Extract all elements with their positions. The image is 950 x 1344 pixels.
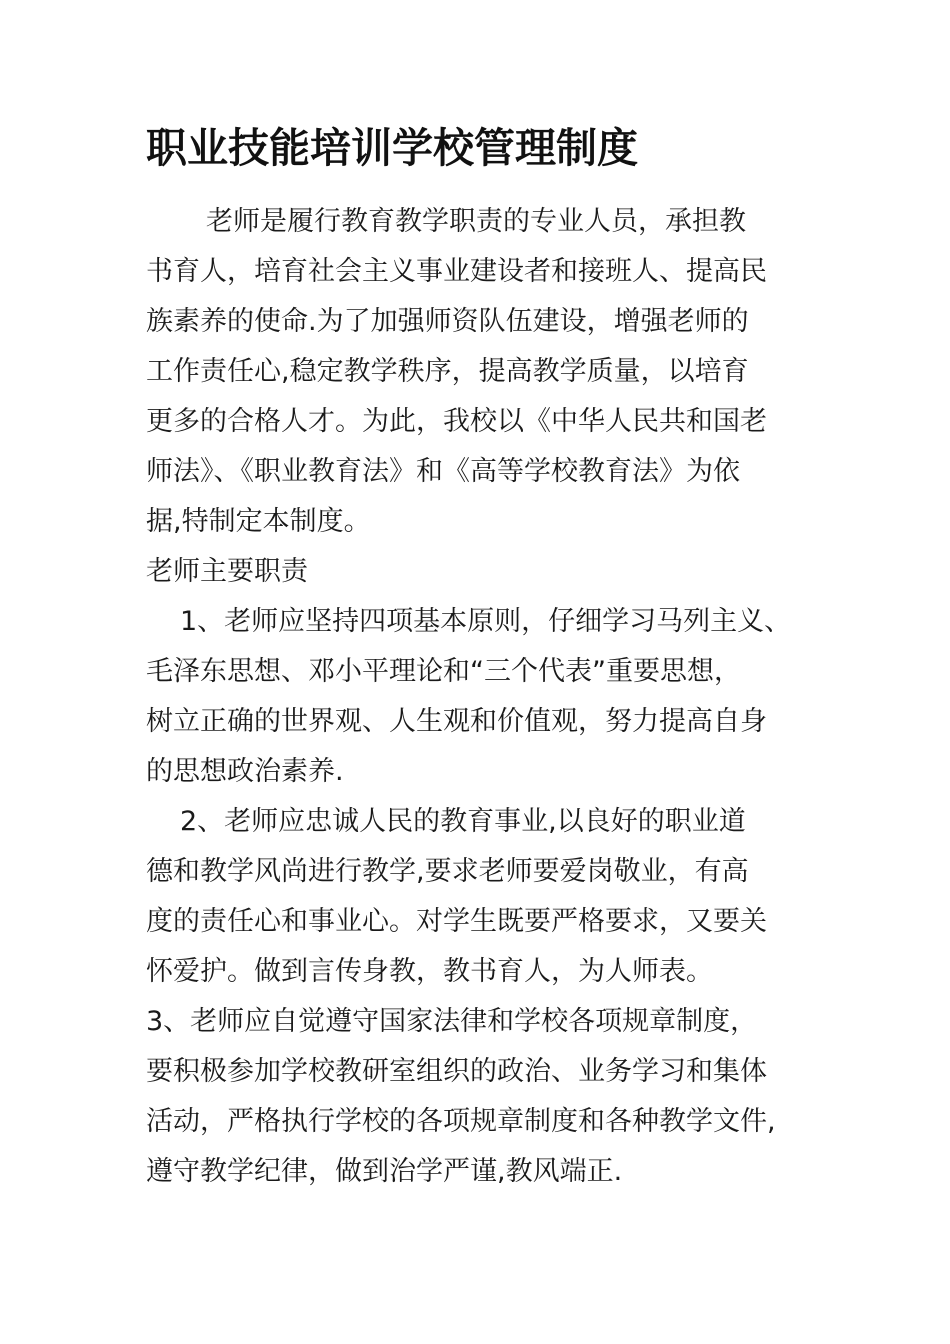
paragraph-line: 的思想政治素养. (146, 756, 344, 787)
paragraph-line: 师法》、《职业教育法》和《高等学校教育法》为依 (146, 456, 740, 487)
paragraph-line: 活动，严格执行学校的各项规章制度和各种教学文件, (146, 1106, 776, 1137)
paragraph-line: 书育人，培育社会主义事业建设者和接班人、提高民 (146, 256, 767, 287)
paragraph-line: 遵守教学纪律，做到治学严谨,教风端正. (146, 1156, 623, 1187)
paragraph-line: 1、老师应坚持四项基本原则，仔细学习马列主义、 (180, 606, 792, 637)
paragraph-line: 度的责任心和事业心。对学生既要严格要求，又要关 (146, 906, 767, 937)
section-heading: 老师主要职责 (146, 556, 308, 587)
paragraph-line: 德和教学风尚进行教学,要求老师要爱岗敬业，有高 (146, 856, 749, 887)
paragraph-line: 据,特制定本制度。 (146, 506, 371, 537)
paragraph-line: 3、老师应自觉遵守国家法律和学校各项规章制度， (146, 1006, 758, 1037)
paragraph-line: 树立正确的世界观、人生观和价值观，努力提高自身 (146, 706, 767, 737)
paragraph-line: 更多的合格人才。为此，我校以《中华人民共和国老 (146, 406, 767, 437)
paragraph-line: 工作责任心,稳定教学秩序，提高教学质量，以培育 (146, 356, 749, 387)
paragraph-line: 毛泽东思想、邓小平理论和“三个代表”重要思想， (146, 656, 741, 687)
paragraph-line: 怀爱护。做到言传身教，教书育人，为人师表。 (146, 956, 713, 987)
document-title: 职业技能培训学校管理制度 (146, 124, 638, 172)
paragraph-line: 2、老师应忠诚人民的教育事业,以良好的职业道 (180, 806, 746, 837)
paragraph-line: 族素养的使命.为了加强师资队伍建设，增强老师的 (146, 306, 749, 337)
paragraph-line: 要积极参加学校教研室组织的政治、业务学习和集体 (146, 1056, 767, 1087)
paragraph-line: 老师是履行教育教学职责的专业人员，承担教 (206, 206, 746, 237)
